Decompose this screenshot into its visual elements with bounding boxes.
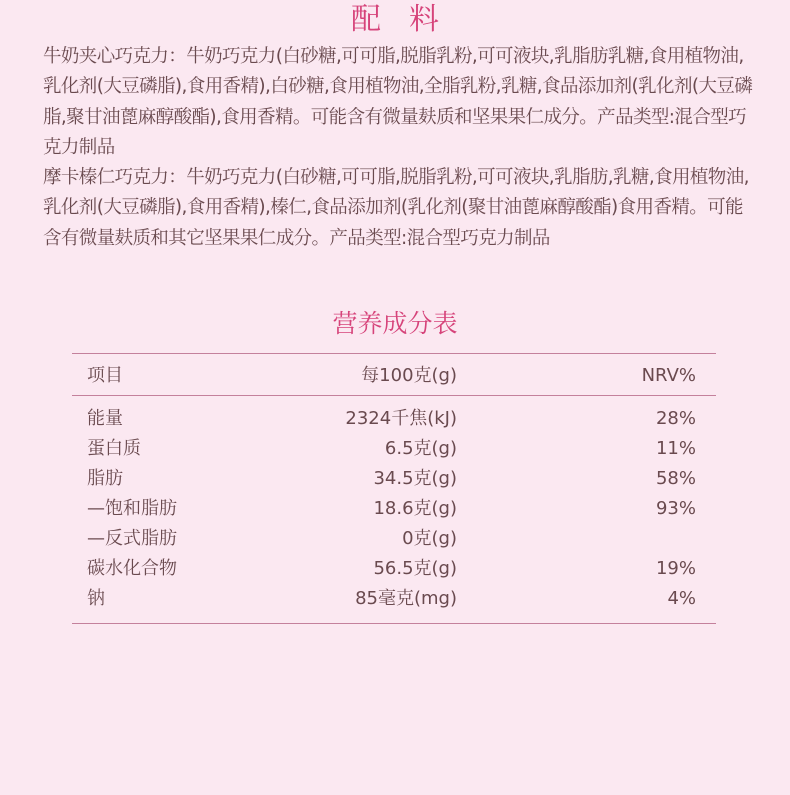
header-item: 项目 xyxy=(87,365,123,386)
nutrient-name: —饱和脂肪 xyxy=(87,498,177,519)
nutrient-amount: 34.5克(g) xyxy=(373,468,457,489)
nutrient-amount: 2324千焦(kJ) xyxy=(345,408,457,429)
table-row xyxy=(72,404,716,434)
ingredients-line: 摩卡榛仁巧克力：牛奶巧克力(白砂糖,可可脂,脱脂乳粉,可可液块,乳脂肪,乳糖,食用植物油, xyxy=(43,167,749,189)
table-row xyxy=(72,524,716,554)
nutrient-amount: 0克(g) xyxy=(402,528,457,549)
nutrient-nrv: 58% xyxy=(655,468,696,489)
table-row xyxy=(72,434,716,464)
nutrient-nrv: 93% xyxy=(655,498,696,519)
nutrient-amount: 56.5克(g) xyxy=(373,558,457,579)
ingredients-line: 含有微量麸质和其它坚果果仁成分。产品类型:混合型巧克力制品 xyxy=(43,227,550,249)
nutrient-name: 碳水化合物 xyxy=(87,558,177,579)
header-nrv: NRV% xyxy=(641,365,696,386)
table-bottom-rule xyxy=(72,623,716,624)
nutrient-name: 钠 xyxy=(87,588,105,609)
table-row xyxy=(72,554,716,584)
ingredients-text xyxy=(43,42,783,254)
nutrient-nrv: 19% xyxy=(655,558,696,579)
nutrient-amount: 18.6克(g) xyxy=(373,498,457,519)
nutrient-name: 蛋白质 xyxy=(87,438,141,459)
table-row xyxy=(72,464,716,494)
nutrient-nrv: 28% xyxy=(655,408,696,429)
nutrient-name: 能量 xyxy=(87,408,123,429)
nutrient-name: 脂肪 xyxy=(87,468,123,489)
table-row xyxy=(72,584,716,614)
ingredients-line: 乳化剂(大豆磷脂),食用香精),榛仁,食品添加剂(乳化剂(聚甘油蓖麻醇酸酯)食用香精。可能 xyxy=(43,197,743,219)
ingredients-line: 克力制品 xyxy=(43,136,115,158)
nutrition-title: 营养成分表 xyxy=(332,309,458,338)
table-top-rule xyxy=(72,353,716,354)
table-row xyxy=(72,494,716,524)
ingredients-line: 乳化剂(大豆磷脂),食用香精),白砂糖,食用植物油,全脂乳粉,乳糖,食品添加剂(乳化剂(大豆磷 xyxy=(43,76,753,98)
nutrient-amount: 85毫克(mg) xyxy=(355,588,457,609)
nutrient-name: —反式脂肪 xyxy=(87,528,177,549)
ingredients-line: 牛奶夹心巧克力：牛奶巧克力(白砂糖,可可脂,脱脂乳粉,可可液块,乳脂肪乳糖,食用植物油, xyxy=(43,46,744,67)
header-per100g: 每100克(g) xyxy=(361,365,457,386)
table-header xyxy=(72,361,716,391)
nutrient-nrv: 4% xyxy=(667,588,696,609)
table-header-rule xyxy=(72,395,716,396)
ingredients-line: 脂,聚甘油蓖麻醇酸酯),食用香精。可能含有微量麸质和坚果果仁成分。产品类型:混合型巧 xyxy=(43,106,747,128)
ingredients-title: 配料 xyxy=(351,2,467,37)
nutrient-amount: 6.5克(g) xyxy=(384,438,457,459)
nutrient-nrv: 11% xyxy=(655,438,696,459)
